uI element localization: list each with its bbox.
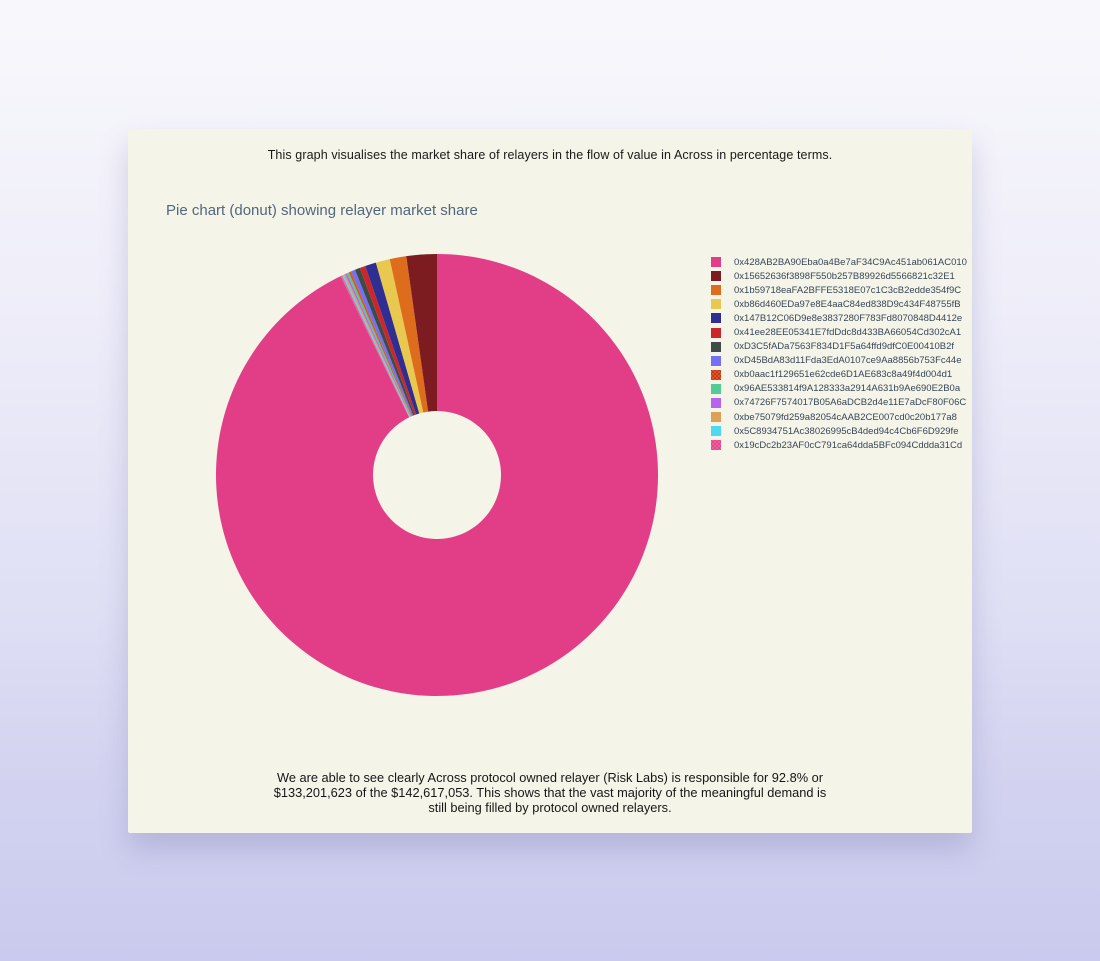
legend-item[interactable]	[711, 297, 967, 311]
legend-label: 0xb0aac1f129651e62cde6D1AE683c8a49f4d004d1	[734, 369, 953, 381]
legend-label: 0x5C8934751Ac38026995cB4ded94c4Cb6F6D929fe	[734, 425, 959, 437]
legend-swatch-icon	[711, 412, 721, 422]
legend-label: 0x15652636f3898F550b257B89926d5566821c32E1	[734, 270, 955, 282]
legend-swatch-icon	[711, 328, 721, 338]
legend-item[interactable]	[711, 424, 967, 438]
donut-chart[interactable]	[209, 247, 665, 703]
legend-swatch-icon	[711, 398, 721, 408]
legend-label: 0xb86d460EDa97e8E4aaC84ed838D9c434F48755fB	[734, 298, 961, 310]
legend-label: 0x1b59718eaFA2BFFE5318E07c1C3cB2edde354f9C	[734, 284, 962, 296]
legend-label: 0x96AE533814f9A128333a2914A631b9Ae690E2B0a	[734, 383, 961, 395]
legend	[711, 255, 967, 452]
legend-item[interactable]	[711, 325, 967, 339]
legend-item[interactable]	[711, 340, 967, 354]
legend-label: 0x19cDc2b23AF0cC791ca64dda5BFc094Cddda31Cd	[734, 439, 963, 451]
caption-line: still being filled by protocol owned relayers.	[428, 800, 672, 816]
legend-swatch-icon	[711, 342, 721, 352]
legend-swatch-icon	[711, 285, 721, 295]
chart-card	[128, 129, 972, 833]
pie-slice[interactable]	[216, 254, 658, 696]
caption-line: We are able to see clearly Across protocol owned relayer (Risk Labs) is responsible for 92.8% or	[276, 770, 824, 785]
legend-item[interactable]	[711, 311, 967, 325]
legend-label: 0x147B12C06D9e8e3837280F783Fd8070848D4412e	[734, 312, 963, 324]
legend-item[interactable]	[711, 354, 967, 368]
legend-item[interactable]	[711, 283, 967, 297]
donut-chart-svg[interactable]	[209, 247, 665, 703]
legend-item[interactable]	[711, 382, 967, 396]
caption	[128, 770, 972, 816]
legend-item[interactable]	[711, 368, 967, 382]
legend-label: 0xbe75079fd259a82054cAAB2CE007cd0c20b177a8	[734, 411, 957, 423]
legend-swatch-icon	[711, 356, 721, 366]
chart-title: Pie chart (donut) showing relayer market share	[166, 202, 478, 219]
legend-swatch-icon	[711, 440, 721, 450]
caption-line: $133,201,623 of the $142,617,053. This shows that the vast majority of the meaningful demand is	[273, 785, 827, 801]
legend-swatch-icon	[711, 271, 721, 281]
legend-label: 0xD45BdA83d11Fda3EdA0107ce9Aa8856b753Fc44e	[734, 355, 962, 367]
legend-label: 0x74726F7574017B05A6aDCB2d4e11E7aDcF80F06C	[734, 397, 967, 409]
legend-swatch-icon	[711, 299, 721, 309]
legend-item[interactable]	[711, 410, 967, 424]
legend-swatch-icon	[711, 426, 721, 436]
legend-swatch-icon	[711, 257, 721, 267]
legend-swatch-icon	[711, 384, 721, 394]
legend-item[interactable]	[711, 438, 967, 452]
legend-item[interactable]	[711, 396, 967, 410]
legend-swatch-icon	[711, 370, 721, 380]
legend-label: 0x428AB2BA90Eba0a4Be7aF34C9Ac451ab061AC010	[734, 256, 967, 268]
legend-item[interactable]	[711, 255, 967, 269]
legend-label: 0x41ee28EE05341E7fdDdc8d433BA66054Cd302cA1	[734, 327, 962, 339]
legend-label: 0xD3C5fADa7563F834D1F5a64ffd9dfC0E00410B2f	[734, 341, 955, 353]
legend-item[interactable]	[711, 269, 967, 283]
chart-description: This graph visualises the market share of relayers in the flow of value in Across in percentage terms.	[267, 148, 833, 162]
legend-swatch-icon	[711, 313, 721, 323]
